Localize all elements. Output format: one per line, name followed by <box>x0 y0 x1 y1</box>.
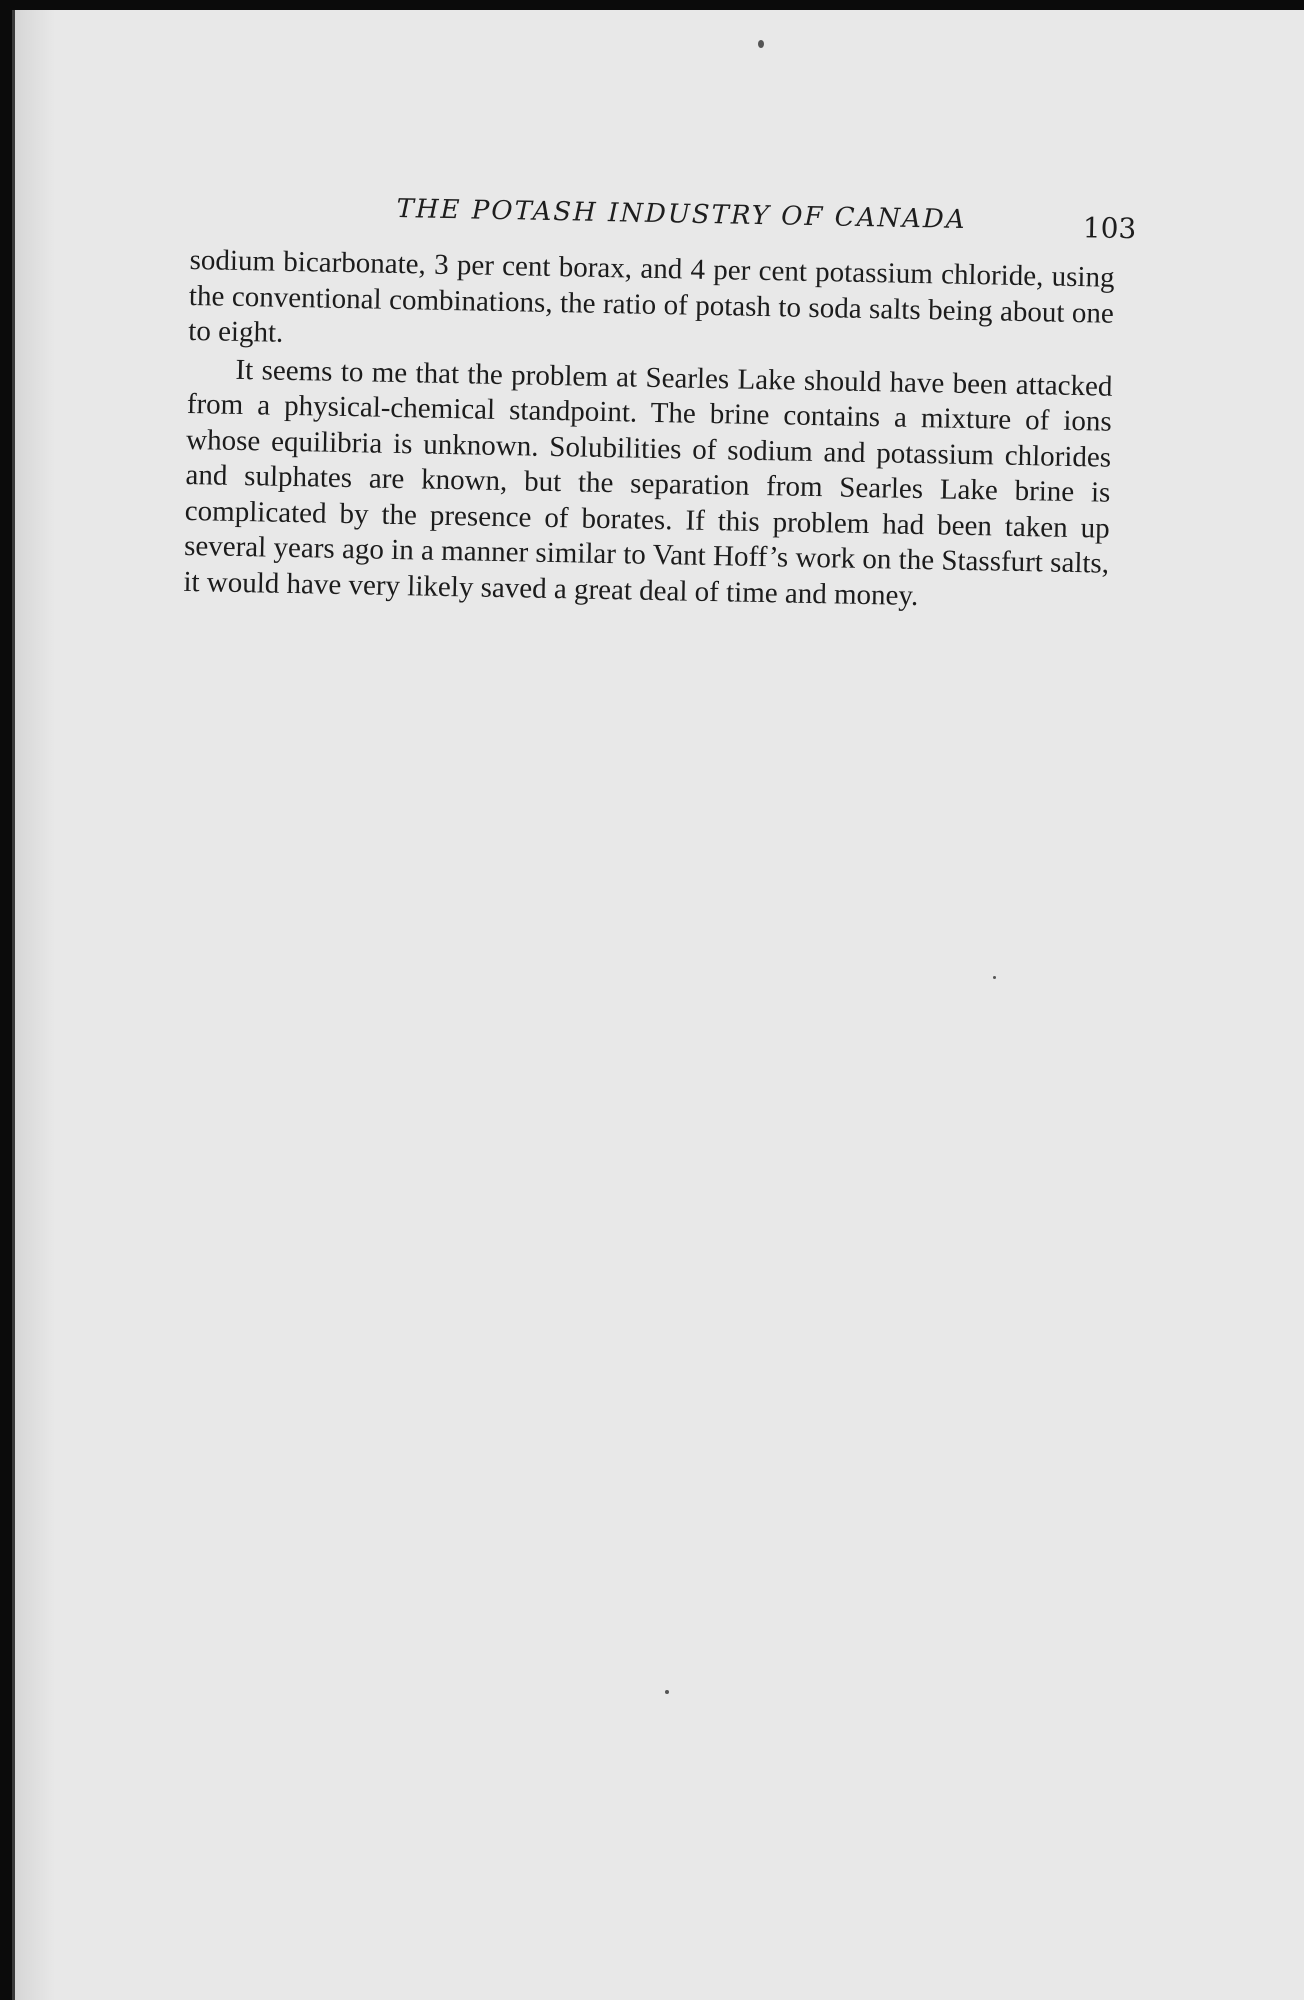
body-text <box>183 243 1115 618</box>
paragraph-2: It seems to me that the problem at Searles Lake should have been attacked from a physical-chemical standpoint. The brine contains a mixture of ions whose equilibria is unknown. Solubilities of sodium and potassium chlorides and sulphates are known, but the separation from Searles Lake brine is complicated by the presence of borates. If this problem had been taken up several years ago in a manner similar to Vant Hoff’s work on the Stassfurt salts, it would have very likely saved a great deal of time and money. <box>183 353 1113 612</box>
dust-speck-top <box>758 40 764 48</box>
dust-speck-middle <box>665 1690 669 1694</box>
book-page <box>12 10 1304 2000</box>
dust-speck-side <box>993 976 996 979</box>
running-title: THE POTASH INDUSTRY OF CANADA <box>396 194 967 235</box>
page-header <box>186 182 1137 250</box>
paragraph-1: sodium bicarbonate, 3 per cent borax, and 4 per cent potassium chloride, using the conventional combinations, the ratio of potash to soda salts being about one to eight. <box>188 243 1115 349</box>
page-binding-shadow <box>15 10 55 2000</box>
page-number: 103 <box>1082 211 1137 246</box>
